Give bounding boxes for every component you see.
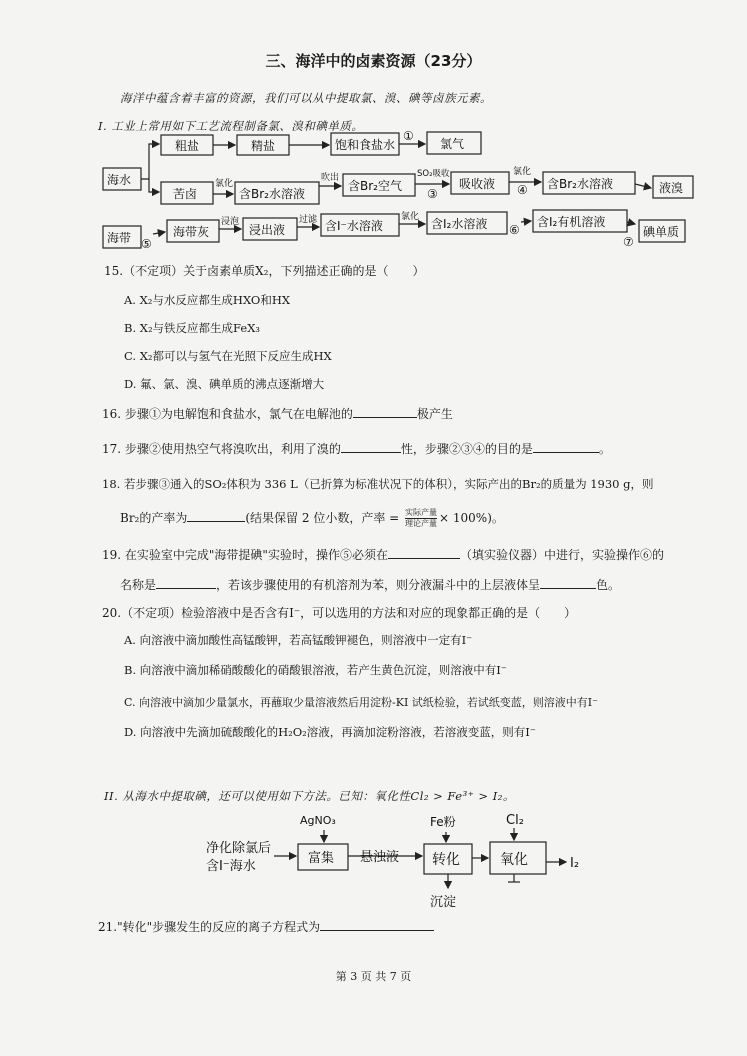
q19-text-e: 色。: [596, 578, 621, 592]
q17: [102, 440, 611, 457]
q19-blank-2[interactable]: [156, 576, 216, 589]
flow-step7: ⑦: [623, 235, 634, 249]
q21-text: 21."转化"步骤发生的反应的离子方程式为: [98, 920, 321, 934]
flow-absorb: 吸收液: [459, 177, 496, 191]
q21-blank[interactable]: [320, 918, 434, 931]
q19-line2: [120, 576, 620, 593]
q19-blank-1[interactable]: [388, 546, 460, 559]
flow-label-filter: 过滤: [299, 215, 318, 225]
q18-text-a: Br₂的产率为: [120, 511, 188, 525]
q19-text-d: ，若该步骤使用的有机溶剂为苯，则分液漏斗中的上层液体呈: [216, 578, 541, 592]
intro-text: 海洋中蕴含着丰富的资源，我们可以从中提取氯、溴、碘等卤族元素。: [120, 91, 492, 105]
q15-stem: 15.（不定项）关于卤素单质X₂，下列描述正确的是（ ）: [104, 264, 425, 278]
flow-liquid-br: 液溴: [659, 181, 684, 195]
q20-option-a: A. 向溶液中滴加酸性高锰酸钾，若高锰酸钾褪色，则溶液中一定有I⁻: [124, 633, 473, 647]
flow-br2-solution2: 含Br₂水溶液: [547, 177, 613, 191]
q18-text-c: × 100%)。: [439, 511, 504, 525]
q15-option-b: B. X₂与铁反应都生成FeX₃: [124, 321, 261, 335]
q18-line2: [120, 508, 504, 529]
q17-text-a: 17. 步骤②使用热空气将溴吹出，利用了溴的: [102, 442, 341, 456]
flow-step6: ⑥: [509, 223, 520, 237]
section-title: 三、海洋中的卤素资源（23分）: [265, 52, 482, 70]
diagram-enrich: 富集: [308, 851, 335, 866]
flow-label-chlorinate2: 氯化: [513, 167, 532, 177]
diagram-convert: 转化: [432, 852, 460, 868]
flow-label-chlorinate3: 氯化: [401, 212, 420, 222]
flow-iodine: 碘单质: [643, 225, 680, 239]
part1-heading: I. 工业上常用如下工艺流程制备氯、溴和碘单质。: [98, 119, 364, 133]
iodine-extraction-diagram: [200, 808, 600, 914]
flow-step5: ⑤: [141, 237, 152, 251]
flow-kelp-ash: 海带灰: [173, 225, 210, 239]
q19-line1: [102, 546, 664, 563]
fraction-denominator: 理论产量: [405, 519, 438, 528]
q15-option-c: C. X₂都可以与氢气在光照下反应生成HX: [124, 349, 332, 363]
q19-blank-3[interactable]: [540, 576, 596, 589]
diagram-cl2: Cl₂: [506, 813, 524, 828]
q17-blank-2[interactable]: [533, 440, 599, 453]
industrial-flow-diagram: [95, 128, 695, 254]
diagram-i2: I₂: [570, 856, 580, 871]
flow-step3: ③: [427, 187, 438, 201]
q16: [102, 405, 453, 422]
q18-line1: 18. 若步骤③通入的SO₂体积为 336 L（已折算为标准状况下的体积），实际产出的Br₂的质量为 1930 g，则: [102, 477, 654, 491]
flow-label-soak: 浸泡: [221, 217, 240, 227]
flow-bittern: 苦卤: [173, 187, 198, 201]
diagram-input-line1: 净化除氯后: [206, 841, 272, 856]
q17-text-b: 性，步骤②③④的目的是: [400, 442, 533, 456]
yield-fraction: [405, 508, 437, 529]
q18-text-b: (结果保留 2 位小数，产率 =: [245, 511, 400, 525]
q19-text-a: 19. 在实验室中完成"海带提碘"实验时，操作⑤必须在: [102, 548, 388, 562]
diagram-input-line2: 含I⁻海水: [206, 859, 256, 874]
flow-seawater: 海水: [107, 173, 132, 187]
flow-step1: ①: [403, 129, 414, 143]
q19-text-c: 名称是: [120, 578, 157, 592]
diagram-fe: Fe粉: [430, 815, 456, 829]
q19-text-b: （填实验仪器）中进行，实验操作⑥的: [459, 548, 664, 562]
flow-label-blow: 吹出: [321, 173, 340, 183]
diagram-precipitate: 沉淀: [430, 895, 457, 910]
part2-heading: II. 从海水中提取碘，还可以使用如下方法。已知：氧化性Cl₂ > Fe³⁺ > I₂。: [104, 789, 515, 803]
flow-chlorine: 氯气: [440, 137, 465, 151]
flow-refined-salt: 精盐: [251, 139, 276, 153]
q16-blank[interactable]: [353, 405, 417, 418]
q17-blank-1[interactable]: [341, 440, 401, 453]
q20-stem: 20.（不定项）检验溶液中是否含有I⁻，可以选用的方法和对应的现象都正确的是（ ）: [102, 606, 577, 620]
q17-text-c: 。: [598, 442, 611, 456]
q18-blank[interactable]: [187, 509, 245, 522]
flow-crude-salt: 粗盐: [175, 139, 200, 153]
q21: [98, 918, 434, 935]
flow-step4: ④: [517, 183, 528, 197]
q20-option-b: B. 向溶液中滴加稀硝酸酸化的硝酸银溶液，若产生黄色沉淀，则溶液中有I⁻: [124, 663, 507, 677]
flow-i2-organic: 含I₂有机溶液: [537, 215, 606, 229]
fraction-numerator: 实际产量: [405, 508, 438, 517]
flow-br2-solution: 含Br₂水溶液: [239, 187, 305, 201]
q15-option-a: A. X₂与水反应都生成HXO和HX: [124, 293, 291, 307]
flow-leach: 浸出液: [249, 223, 286, 237]
q15-option-d: D. 氟、氯、溴、碘单质的沸点逐渐增大: [124, 377, 325, 391]
page-footer: 第 3 页 共 7 页: [335, 970, 412, 983]
flow-label-so2: SO₂吸收: [417, 169, 450, 179]
q20-option-d: D. 向溶液中先滴加硫酸酸化的H₂O₂溶液，再滴加淀粉溶液，若溶液变蓝，则有I⁻: [124, 725, 536, 739]
diagram-agno3: AgNO₃: [300, 814, 336, 827]
flow-label-chlorinate: 氯化: [215, 179, 234, 189]
q16-text-b: 极产生: [416, 407, 453, 421]
diagram-oxidize: 氧化: [500, 852, 528, 868]
diagram-suspension: 悬浊液: [360, 850, 400, 865]
flow-br2-air: 含Br₂空气: [348, 179, 402, 193]
flow-brine: 饱和食盐水: [335, 138, 396, 152]
q20-option-c: C. 向溶液中滴加少量氯水，再蘸取少量溶液然后用淀粉-KI 试纸检验，若试纸变蓝，则溶液中有I⁻: [124, 696, 598, 709]
flow-i2-solution: 含I₂水溶液: [431, 217, 488, 231]
flow-kelp: 海带: [107, 231, 132, 245]
q16-text-a: 16. 步骤①为电解饱和食盐水，氯气在电解池的: [102, 407, 353, 421]
flow-iodide-solution: 含I⁻水溶液: [325, 219, 383, 233]
